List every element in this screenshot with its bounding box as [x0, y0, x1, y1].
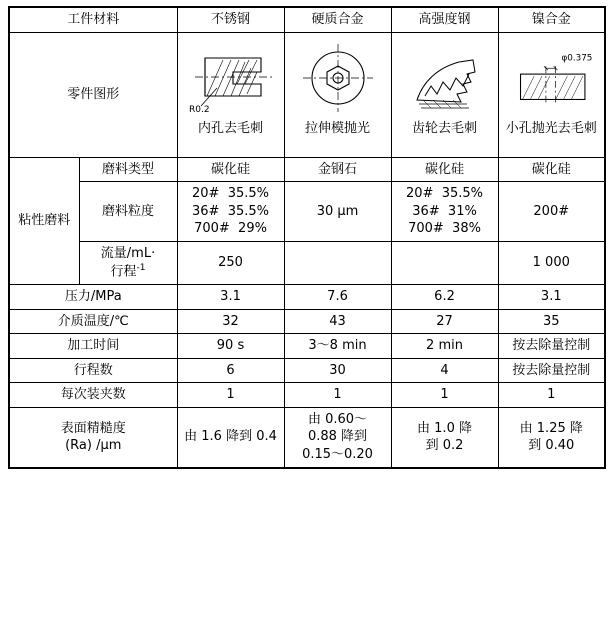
- abrasive-type-value-1: 碳化硅: [177, 157, 284, 182]
- processing-time-value-1: 90 s: [177, 334, 284, 359]
- surface-roughness-label-line1: 表面精糙度: [60, 420, 126, 436]
- stroke-count-value-2: 30: [284, 358, 391, 383]
- abrasive-grit-value-1: [177, 182, 284, 242]
- pressure-label: 压力/MPa: [9, 285, 177, 310]
- roughness-line: 由 1.6 降到 0.4: [184, 429, 277, 445]
- surface-roughness-value-4: [498, 407, 605, 467]
- abrasive-type-label: 磨料类型: [79, 157, 177, 182]
- flow-rate-row: [9, 241, 605, 284]
- figure-cell-3: [391, 32, 498, 157]
- figure-row-label: 零件图形: [9, 32, 177, 157]
- medium-temperature-label: 介质温度/℃: [9, 309, 177, 334]
- medium-temperature-value-4: 35: [498, 309, 605, 334]
- header-col-1: 不锈钢: [177, 7, 284, 32]
- figure-annotation-diameter: φ0.375: [561, 52, 592, 63]
- processing-time-row: [9, 334, 605, 359]
- parts-per-clamping-label: 每次装夹数: [9, 383, 177, 408]
- surface-roughness-label: [9, 407, 177, 467]
- drawing-die-polishing-figure-icon: [287, 36, 389, 120]
- parts-per-clamping-row: [9, 383, 605, 408]
- surface-roughness-value-1: [177, 407, 284, 467]
- flow-rate-label: [79, 241, 177, 284]
- figure-caption-2: 拉伸模抛光: [305, 120, 371, 136]
- pressure-value-2: 7.6: [284, 285, 391, 310]
- pressure-value-4: 3.1: [498, 285, 605, 310]
- header-col-3: 高强度钢: [391, 7, 498, 32]
- roughness-line: 到 0.40: [528, 438, 575, 454]
- figure-caption-4: 小孔抛光去毛刺: [505, 120, 597, 136]
- figure-cell-2: [284, 32, 391, 157]
- stroke-count-value-3: 4: [391, 358, 498, 383]
- header-col-4: 镍合金: [498, 7, 605, 32]
- roughness-line: 到 0.2: [425, 438, 464, 454]
- flow-rate-label-line2-text: 行程: [110, 264, 137, 280]
- flow-rate-label-line1: 流量/mL·: [100, 245, 156, 261]
- grit-line: 36# 35.5%: [192, 203, 270, 219]
- medium-temperature-row: [9, 309, 605, 334]
- grit-line: 700# 38%: [408, 221, 481, 237]
- stroke-count-row: [9, 358, 605, 383]
- roughness-line: 0.15～0.20: [302, 446, 373, 462]
- medium-temperature-value-3: 27: [391, 309, 498, 334]
- abrasive-grit-value-2: 30 μm: [284, 182, 391, 242]
- table-header-row: [9, 7, 605, 32]
- flow-rate-value-2: [284, 241, 391, 284]
- flow-rate-value-3: [391, 241, 498, 284]
- parts-per-clamping-value-4: 1: [498, 383, 605, 408]
- processing-time-value-3: 2 min: [391, 334, 498, 359]
- pressure-row: [9, 285, 605, 310]
- stroke-count-value-1: 6: [177, 358, 284, 383]
- parts-per-clamping-value-1: 1: [177, 383, 284, 408]
- figure-cell-4: [498, 32, 605, 157]
- flow-rate-label-exponent: -1: [136, 263, 146, 274]
- figure-cell-1: [177, 32, 284, 157]
- abrasive-type-row: [9, 157, 605, 182]
- processing-time-value-4: 按去除量控制: [498, 334, 605, 359]
- abrasive-grit-value-3: [391, 182, 498, 242]
- flow-rate-value-4: 1 000: [498, 241, 605, 284]
- stroke-count-value-4: 按去除量控制: [498, 358, 605, 383]
- pressure-value-1: 3.1: [177, 285, 284, 310]
- processing-time-value-2: 3～8 min: [284, 334, 391, 359]
- parts-per-clamping-value-2: 1: [284, 383, 391, 408]
- header-workpiece-material: 工件材料: [9, 7, 177, 32]
- svg-text:R0.2: R0.2: [188, 104, 210, 115]
- stroke-count-label: 行程数: [9, 358, 177, 383]
- roughness-line: 0.88 降到: [307, 429, 368, 445]
- small-hole-polishing-figure-icon: [501, 36, 603, 120]
- flow-rate-label-line2: [82, 262, 175, 281]
- abrasive-group-label: 粘性磨料: [9, 157, 79, 285]
- specification-table: [8, 6, 606, 469]
- surface-roughness-value-2: [284, 407, 391, 467]
- abrasive-grit-label: 磨料粒度: [79, 182, 177, 242]
- roughness-line: 由 1.25 降: [519, 420, 583, 436]
- gear-deburring-figure-icon: [394, 36, 496, 120]
- medium-temperature-value-2: 43: [284, 309, 391, 334]
- figure-caption-3: 齿轮去毛刺: [412, 120, 478, 136]
- bore-deburring-figure-icon: [180, 36, 282, 120]
- grit-line: 36# 31%: [412, 203, 477, 219]
- abrasive-grit-value-4: 200#: [498, 182, 605, 242]
- processing-time-label: 加工时间: [9, 334, 177, 359]
- surface-roughness-row: [9, 407, 605, 467]
- grit-line: 20# 35.5%: [192, 186, 270, 202]
- parts-per-clamping-value-3: 1: [391, 383, 498, 408]
- abrasive-type-value-2: 金钢石: [284, 157, 391, 182]
- grit-line: 700# 29%: [194, 221, 267, 237]
- abrasive-type-value-3: 碳化硅: [391, 157, 498, 182]
- flow-rate-value-1: 250: [177, 241, 284, 284]
- pressure-value-3: 6.2: [391, 285, 498, 310]
- header-col-2: 硬质合金: [284, 7, 391, 32]
- surface-roughness-value-3: [391, 407, 498, 467]
- figure-caption-1: 内孔去毛刺: [198, 120, 264, 136]
- figure-row: [9, 32, 605, 157]
- abrasive-grit-row: [9, 182, 605, 242]
- surface-roughness-label-line2: (Ra) /μm: [65, 438, 122, 454]
- grit-line: 20# 35.5%: [406, 186, 484, 202]
- medium-temperature-value-1: 32: [177, 309, 284, 334]
- abrasive-type-value-4: 碳化硅: [498, 157, 605, 182]
- roughness-line: 由 1.0 降: [417, 420, 472, 436]
- roughness-line: 由 0.60～: [307, 411, 368, 427]
